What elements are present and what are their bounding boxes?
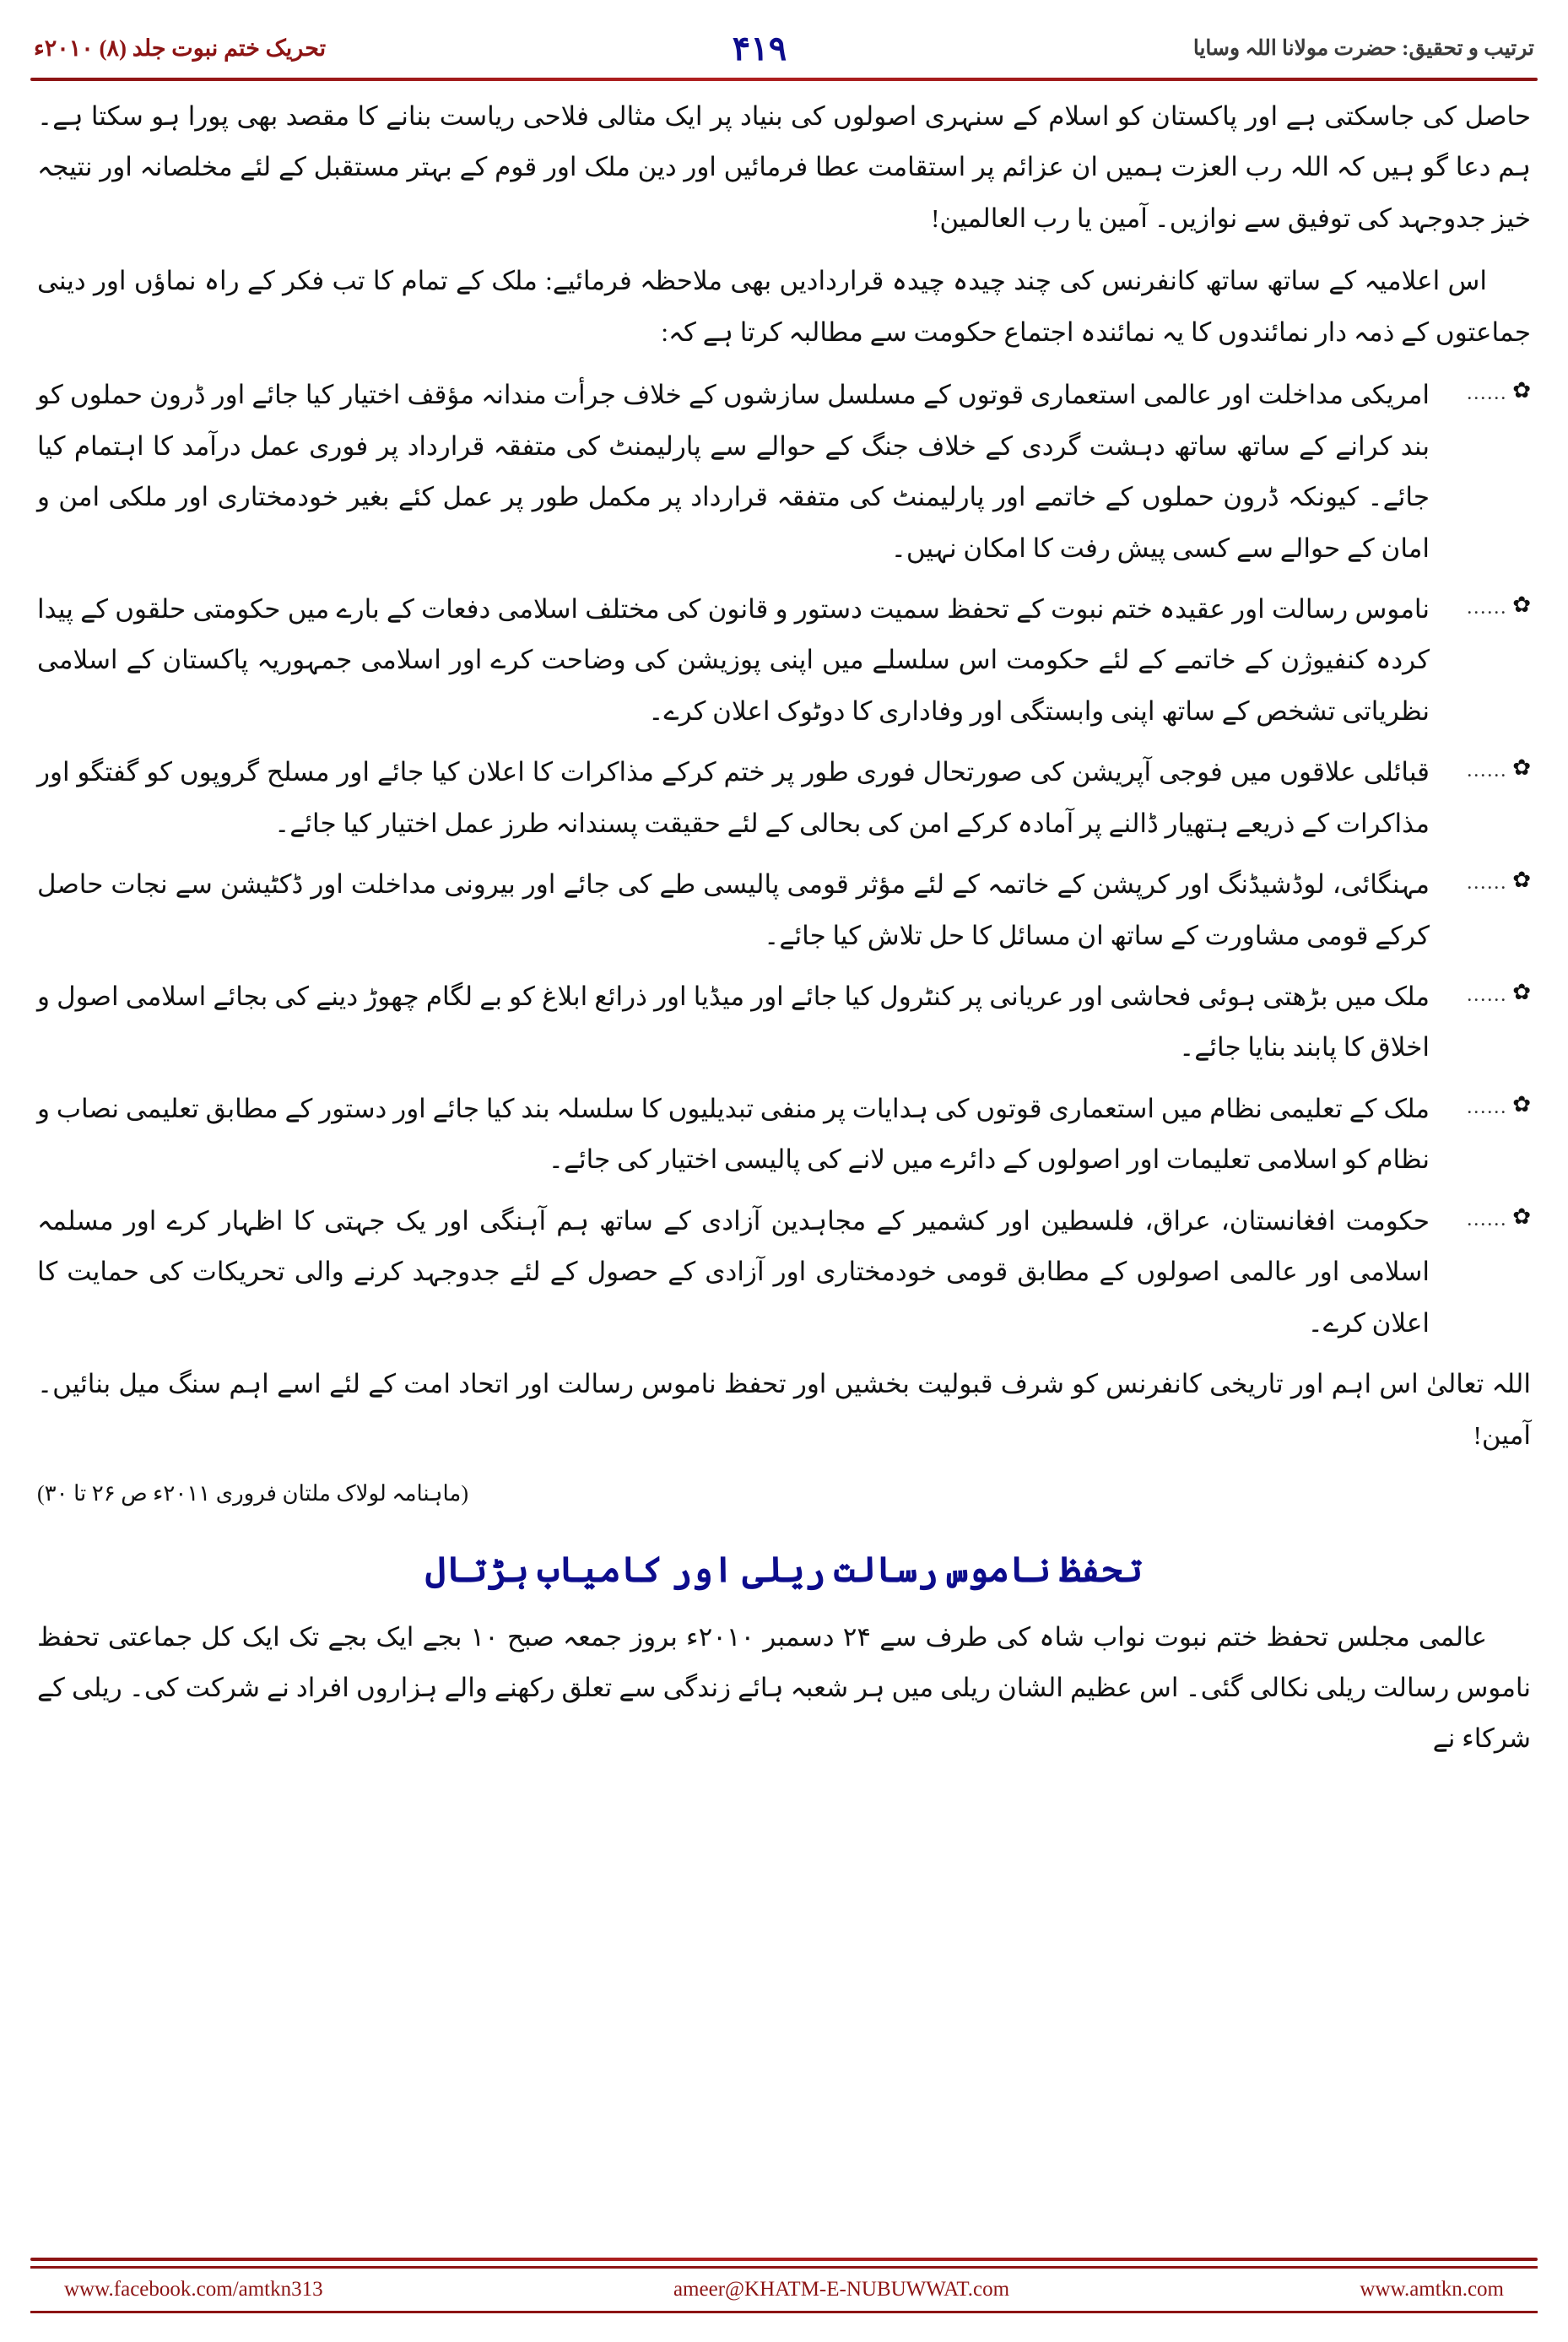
page-footer [30,2266,1538,2313]
section-heading: تحفظ ناموس رسالت ریلی اور کامیاب ہڑتال [424,1551,1144,1591]
list-item [37,370,1531,574]
closing-paragraph: اللہ تعالیٰ اس اہم اور تاریخی کانفرنس کو شرف قبولیت بخشیں اور تحفظ ناموس رسالت اور اتحاد امت کے لئے اسے اہم سنگ میل بنائیں۔ آمین! [37,1369,1531,1450]
footer-website-link[interactable]: www.amtkn.com [1360,2278,1504,2301]
bullet-marker [1430,747,1531,781]
citation-source: (ماہنامہ لولاک ملتان فروری ۲۰۱۱ء ص ۲۶ تا ۳۰) [37,1480,469,1506]
footer-email[interactable]: ameer@KHATM-E-NUBUWWAT.com [673,2278,1010,2301]
flower-bullet-icon: ✿ [1512,755,1531,781]
flower-bullet-icon: ✿ [1512,592,1531,617]
demand-text: ملک کے تعلیمی نظام میں استعماری قوتوں کی ہدایات پر منفی تبدیلیوں کا سلسلہ بند کیا جائے اور دستور کے مطابق تعلیمی نصاب و نظام کو اسلامی تعلیمات اور اصولوں کے دائرے میں لانے کی پالیسی اختیار کی جائے۔ [37,1093,1430,1175]
citation-line [37,1473,1531,1514]
list-item [37,971,1531,1074]
bullet-marker [1430,971,1531,1005]
demand-text: ملک میں بڑھتی ہوئی فحاشی اور عریانی پر کنٹرول کیا جائے اور میڈیا اور ذرائع ابلاغ کو بے لگام چھوڑ دینے کی بجائے اسلامی اصول و اخلاق کا پابند بنایا جائے۔ [37,982,1430,1063]
flower-bullet-icon: ✿ [1512,1091,1531,1117]
list-item [37,859,1531,961]
demand-text: قبائلی علاقوں میں فوجی آپریشن کی صورتحال فوری طور پر ختم کرکے مذاکرات کا اعلان کیا جائے اور مسلح گروپوں کو گفتگو اور مذاکرات کے ذریعے ہتھیار ڈالنے پر آمادہ کرکے امن کی بحالی کے لئے حقیقت پسندانہ طرز عمل اختیار کیا جائے۔ [37,757,1430,838]
list-item [37,584,1531,737]
header-divider [30,78,1538,81]
paragraph-1: حاصل کی جاسکتی ہے اور پاکستان کو اسلام کے سنہری اصولوں کی بنیاد پر ایک مثالی فلاحی ریاست بنانے کا مقصد بھی پورا ہو سکتا ہے۔ ہم دعا گو ہیں کہ اللہ رب العزت ہمیں ان عزائم پر استقامت عطا فرمائیں اور دین ملک اور قوم کے بہتر مستقبل کے لئے مخلصانہ اور نتیجہ خیز جدوجہد کی توفیق سے نوازیں۔ آمین یا رب العالمین! [37,101,1531,233]
demand-text: امریکی مداخلت اور عالمی استعماری قوتوں کے مسلسل سازشوں کے خلاف جرأت مندانہ مؤقف اختیار کیا جائے اور ڈرون حملوں کو بند کرانے کے ساتھ ساتھ دہشت گردی کے خلاف جنگ کے حوالے سے پارلیمنٹ کی متفقہ قرارداد پر فوری عمل درآمد کا اہتمام کیا جائے۔ کیونکہ ڈرون حملوں کے خاتمے اور پارلیمنٹ کی متفقہ قرارداد پر مکمل طور پر عمل کئے بغیر خودمختاری اور ملکی امن و امان کے حوالے سے کسی پیش رفت کا امکان نہیں۔ [37,380,1430,563]
page-header [34,22,1534,74]
bullet-dots-icon: ...... [1467,596,1508,619]
list-item [37,1084,1531,1186]
paragraph-2: اس اعلامیہ کے ساتھ ساتھ کانفرنس کی چند چیدہ چیدہ قراردادیں بھی ملاحظہ فرمائیے: ملک کے تمام کا تب فکر کے راہ نماؤں اور دینی جماعتوں کے ذمہ دار نمائندوں کا یہ نمائندہ اجتماع حکومت سے مطالبہ کرتا ہے کہ: [37,266,1531,347]
header-compiler: ترتیب و تحقیق: حضرت مولانا اللہ وسایا [1192,37,1534,60]
demand-text: مہنگائی، لوڈشیڈنگ اور کرپشن کے خاتمہ کے لئے مؤثر قومی پالیسی طے کی جائے اور بیرونی مداخلت اور ڈکٹیشن سے نجات حاصل کرکے قومی مشاورت کے ساتھ ان مسائل کا حل تلاش کیا جائے۔ [37,869,1430,950]
bullet-marker [1430,859,1531,893]
bullet-dots-icon: ...... [1467,760,1508,782]
bullet-marker [1430,1196,1531,1230]
bullet-marker [1430,1084,1531,1117]
bullet-marker [1430,584,1531,618]
flower-bullet-icon: ✿ [1512,980,1531,1004]
section-paragraph-1: عالمی مجلس تحفظ ختم نبوت نواب شاہ کی طرف سے ۲۴ دسمبر ۲۰۱۰ء بروز جمعہ صبح ۱۰ بجے ایک بجے تک ایک کل جماعتی تحفظ ناموس رسالت ریلی نکالی گئی۔ اس عظیم الشان ریلی میں ہر شعبہ ہائے زندگی سے تعلق رکھنے والے ہزاروں افراد نے شرکت کی۔ ریلی کے شرکاء نے [37,1621,1531,1754]
footer-divider [30,2258,1538,2261]
bullet-dots-icon: ...... [1467,1095,1508,1118]
page-content [37,91,1531,2224]
flower-bullet-icon: ✿ [1512,1203,1531,1229]
bullet-dots-icon: ...... [1467,1208,1508,1230]
flower-bullet-icon: ✿ [1512,378,1531,403]
list-item [37,1196,1531,1349]
bullet-dots-icon: ...... [1467,984,1508,1006]
demands-list [37,370,1531,1349]
demand-text: حکومت افغانستان، عراق، فلسطین اور کشمیر کے مجاہدین آزادی کے ساتھ ہم آہنگی اور یک جہتی کا اظہار کرے اور مسلمہ اسلامی اور عالمی اصولوں کے مطابق قومی خودمختاری اور آزادی کے حصول کے لئے جدوجہد کرنے والی تحریکات کی حمایت کا اعلان کرے۔ [37,1205,1430,1338]
list-item [37,747,1531,849]
demand-text: ناموس رسالت اور عقیدہ ختم نبوت کے تحفظ سمیت دستور و قانون کی مختلف اسلامی دفعات کے بارے میں حکومتی حلقوں کے پیدا کردہ کنفیوژن کے خاتمے کے لئے حکومت اس سلسلے میں اپنی پوزیشن کی وضاحت کرے اور اسلامی جمہوریہ پاکستان کے اسلامی نظریاتی تشخص کے ساتھ اپنی وابستگی اور وفاداری کا دوٹوک اعلان کرے۔ [37,593,1430,726]
closing-block [37,1359,1531,1514]
page-number: ۴۱۹ [732,29,787,68]
bullet-marker [1430,370,1531,403]
footer-facebook-link[interactable]: www.facebook.com/amtkn313 [64,2278,323,2301]
bullet-dots-icon: ...... [1467,382,1508,405]
flower-bullet-icon: ✿ [1512,868,1531,893]
header-book-title: تحریک ختم نبوت جلد (۸) ۲۰۱۰ء [34,35,327,61]
bullet-dots-icon: ...... [1467,872,1508,895]
